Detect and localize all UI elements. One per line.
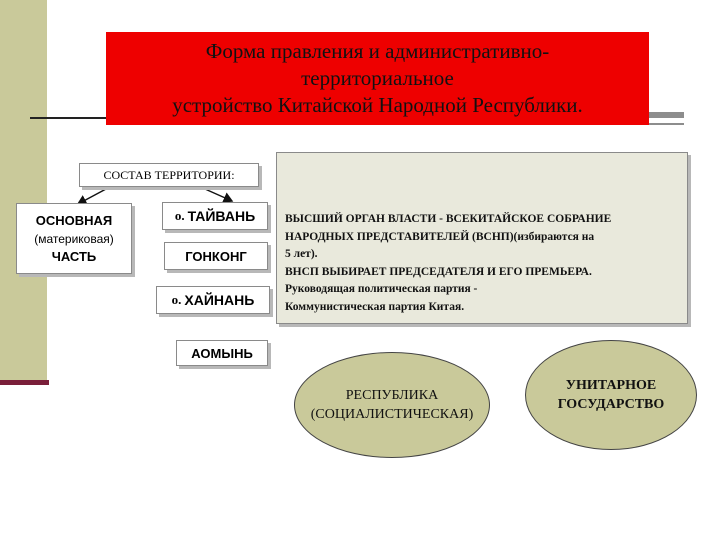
unitary-oval [525,340,697,450]
main-part-line-3: ЧАСТЬ [51,248,97,264]
authority-line-5: Руководящая политическая партия - [285,283,478,295]
authority-line-6: Коммунистическая партия Китая. [285,300,465,313]
republic-line-1: РЕСПУБЛИКА [345,388,439,403]
arrow-to-main-part [78,189,106,204]
authority-line-2: НАРОДНЫХ ПРЕДСТАВИТЕЛЕЙ (ВСНП)(избираются на [285,230,595,243]
authority-box [276,152,688,324]
authority-line-4: ВНСП ВЫБИРАЕТ ПРЕДСЕДАТЕЛЯ И ЕГО ПРЕМЬЕРА. [285,265,592,278]
republic-oval [294,352,490,458]
hongkong-label: ГОНКОНГ [185,248,247,264]
title-line-2: территориальное [301,66,454,90]
taiwan-box [162,202,268,230]
title-line-3: устройство Китайской Народной Республики. [172,93,583,117]
hainan-box [156,286,270,314]
hainan-prefix: о. [171,292,182,307]
hainan-label: ХАЙНАНЬ [184,292,255,308]
main-part-box [16,203,132,274]
taiwan-label: ТАЙВАНЬ [187,208,256,224]
unitary-line-1: УНИТАРНОЕ [565,378,657,393]
aomyn-label: АОМЫНЬ [191,345,253,361]
authority-line-3: 5 лет). [285,248,318,260]
unitary-line-2: ГОСУДАРСТВО [557,397,665,412]
main-part-line-2: (материковая) [34,231,114,246]
title-line-1: Форма правления и административно- [205,39,550,63]
main-part-line-1: ОСНОВНАЯ [35,212,113,228]
arrow-to-islands [205,189,232,201]
aomyn-box [176,340,268,366]
authority-line-1: ВЫСШИЙ ОРГАН ВЛАСТИ - ВСЕКИТАЙСКОЕ СОБРАНИЕ [285,213,612,225]
republic-line-2: (СОЦИАЛИСТИЧЕСКАЯ) [310,407,474,422]
taiwan-prefix: о. [174,208,185,223]
composition-label: СОСТАВ ТЕРРИТОРИИ: [103,167,235,182]
composition-box [79,163,259,187]
hongkong-box [164,242,268,270]
